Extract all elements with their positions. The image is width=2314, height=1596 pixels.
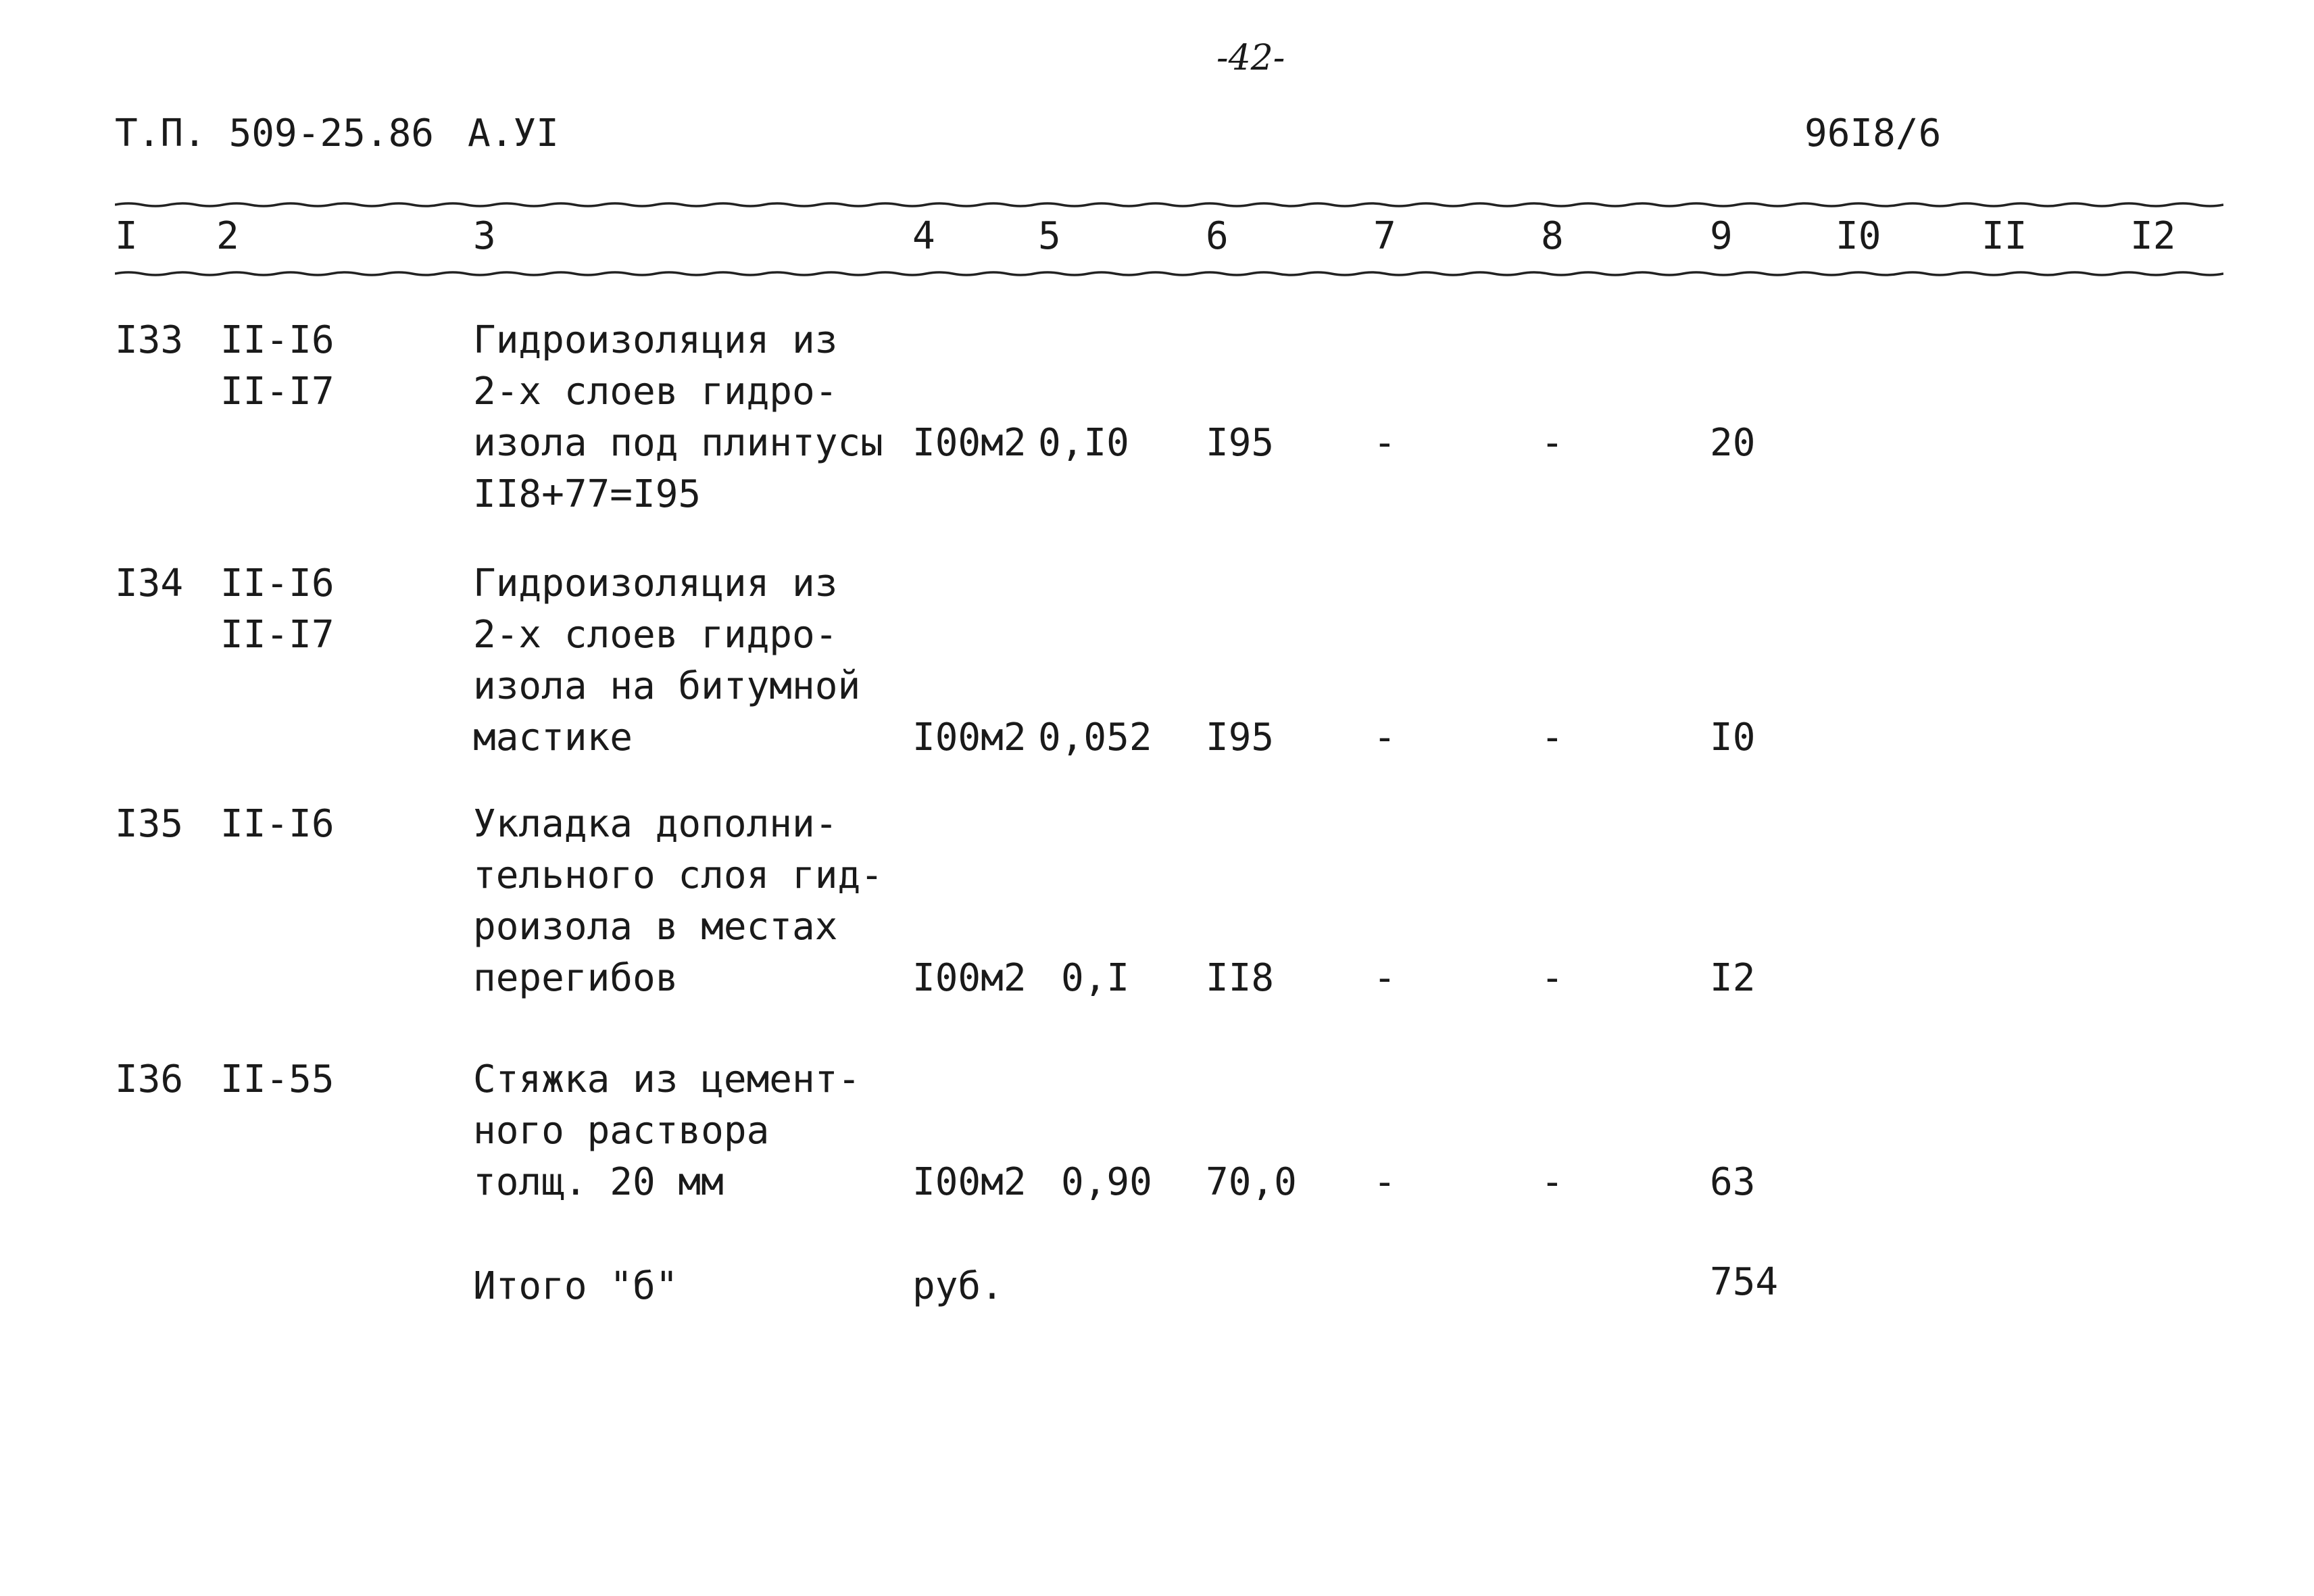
work-description-line: 2-х слоев гидро- (473, 613, 838, 657)
unit: I00м2 (912, 716, 1027, 759)
col9-value: I0 (1710, 716, 1756, 759)
norm-code: II-I7 (220, 370, 335, 414)
work-description-line: Стяжка из цемент- (473, 1057, 861, 1101)
work-description-line: 2-х слоев гидро- (473, 370, 838, 414)
column-header: I0 (1836, 214, 1881, 258)
work-description-line: Гидроизоляция из (473, 318, 838, 362)
column-header: 8 (1541, 214, 1564, 258)
norm-code: II-I6 (220, 802, 335, 846)
col6-value: I95 (1206, 421, 1275, 465)
column-header: 6 (1206, 214, 1229, 258)
column-header: I (115, 214, 138, 258)
unit: I00м2 (912, 421, 1027, 465)
work-description-line: II8+77=I95 (473, 472, 701, 516)
col8-value: - (1541, 956, 1564, 1000)
work-description-line: тельного слоя гид- (473, 853, 883, 897)
norm-code: II-55 (220, 1057, 335, 1101)
work-description-line: ного раствора (473, 1109, 770, 1153)
column-header: 7 (1373, 214, 1396, 258)
total-label: Итого "б" (473, 1264, 679, 1308)
work-description-line: Укладка дополни- (473, 802, 838, 846)
column-header: I2 (2130, 214, 2176, 258)
col6-value: I95 (1206, 716, 1275, 759)
norm-code: II-I6 (220, 562, 335, 605)
row-number: I36 (115, 1057, 184, 1101)
column-header: 5 (1038, 214, 1061, 258)
quantity: 0,90 (1061, 1160, 1152, 1204)
work-description-line: изола под плинтусы (473, 421, 883, 465)
work-description-line: мастике (473, 716, 633, 759)
col9-value: 20 (1710, 421, 1756, 465)
col7-value: - (1373, 956, 1396, 1000)
work-description-line: изола на битумной (473, 664, 861, 708)
quantity: 0,I (1061, 956, 1130, 1000)
col9-value: I2 (1710, 956, 1756, 1000)
col6-value: II8 (1206, 956, 1275, 1000)
col6-value: 70,0 (1206, 1160, 1297, 1204)
column-header: II (1981, 214, 2027, 258)
norm-code: II-I7 (220, 613, 335, 657)
col7-value: - (1373, 1160, 1396, 1204)
total-value: 754 (1710, 1260, 1779, 1304)
col8-value: - (1541, 421, 1564, 465)
total-unit: руб. (912, 1264, 1004, 1308)
col7-value: - (1373, 716, 1396, 759)
page-number: -42- (1216, 38, 1285, 78)
col7-value: - (1373, 421, 1396, 465)
row-number: I34 (115, 562, 184, 605)
norm-code: II-I6 (220, 318, 335, 362)
col9-value: 63 (1710, 1160, 1756, 1204)
work-description-line: перегибов (473, 956, 679, 1000)
column-header: 4 (912, 214, 935, 258)
quantity: 0,052 (1038, 716, 1152, 759)
column-header: 3 (473, 214, 496, 258)
sheet-ref: 96I8/6 (1804, 111, 1942, 155)
col8-value: - (1541, 716, 1564, 759)
work-description-line: толщ. 20 мм (473, 1160, 724, 1204)
quantity: 0,I0 (1038, 421, 1129, 465)
album-code: А.УI (468, 111, 559, 155)
column-header: 2 (216, 214, 239, 258)
unit: I00м2 (912, 1160, 1027, 1204)
column-header: 9 (1710, 214, 1733, 258)
work-description-line: Гидроизоляция из (473, 562, 838, 605)
row-number: I33 (115, 318, 184, 362)
work-description-line: роизола в местах (473, 905, 838, 949)
col8-value: - (1541, 1160, 1564, 1204)
row-number: I35 (115, 802, 184, 846)
unit: I00м2 (912, 956, 1027, 1000)
doc-code: Т.П. 509-25.86 (115, 111, 435, 155)
